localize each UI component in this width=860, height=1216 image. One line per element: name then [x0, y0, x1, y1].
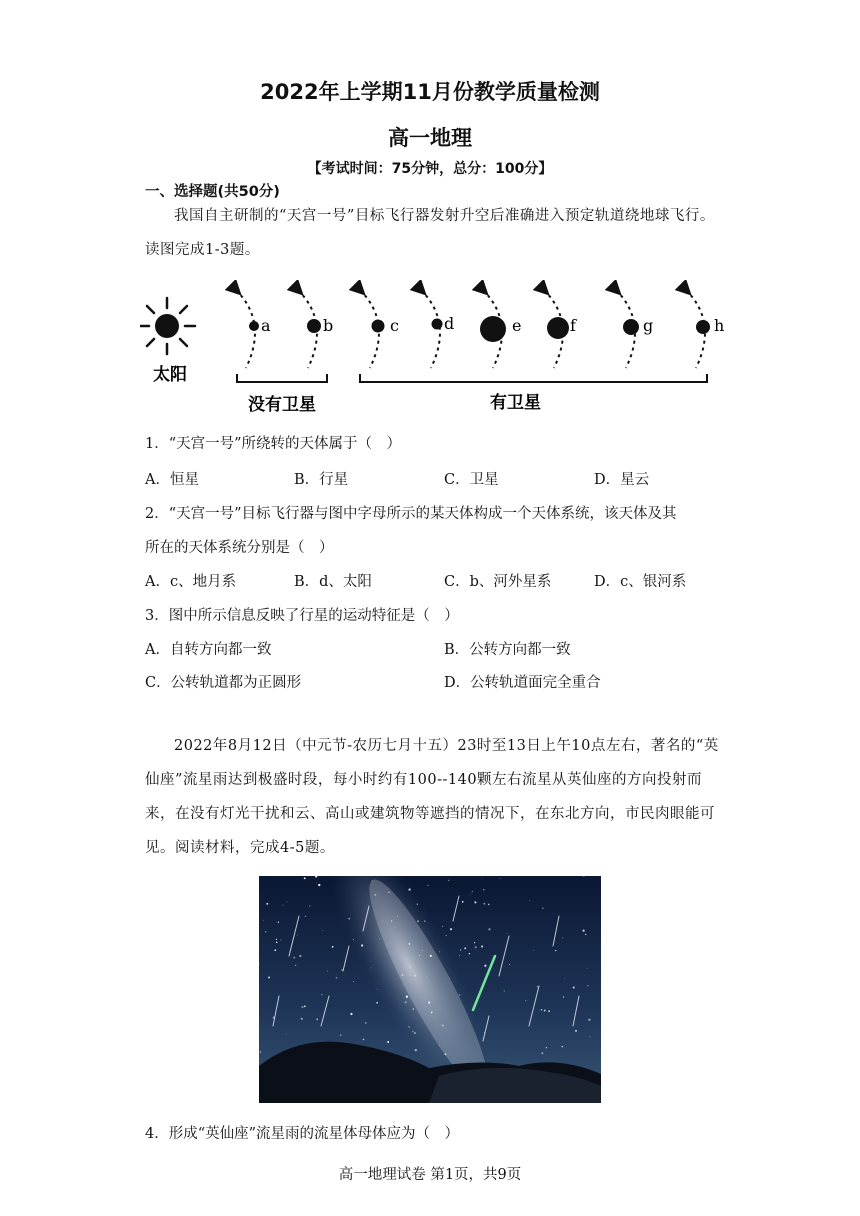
- planet-label-f: f: [570, 316, 576, 335]
- planet-a: [249, 321, 259, 331]
- q2-option-a[interactable]: A．c、地月系: [145, 574, 237, 590]
- star: [588, 1019, 590, 1021]
- star: [409, 943, 411, 945]
- star: [481, 946, 483, 948]
- star: [363, 1039, 365, 1041]
- star: [283, 905, 284, 906]
- star: [268, 977, 270, 979]
- star: [431, 1012, 433, 1014]
- star: [304, 1005, 306, 1007]
- star: [575, 1030, 577, 1032]
- star: [301, 1018, 303, 1020]
- q1-option-c[interactable]: C．卫星: [444, 472, 499, 488]
- question-2-stem-line2: 所在的天体系统分别是（ ）: [145, 540, 334, 556]
- star: [482, 877, 483, 878]
- star: [391, 920, 392, 921]
- star: [573, 986, 575, 988]
- question-3-stem: 3．图中所示信息反映了行星的运动特征是（ ）: [145, 608, 459, 624]
- star: [341, 969, 343, 971]
- star: [353, 939, 354, 940]
- star: [259, 1051, 261, 1053]
- star: [590, 1036, 591, 1037]
- star: [340, 1034, 341, 1035]
- q1-option-d[interactable]: D．星云: [594, 472, 650, 488]
- section-heading: 一、选择题(共50分): [145, 184, 280, 200]
- star: [379, 939, 380, 940]
- planet-h: [696, 320, 710, 334]
- planet-label-h: h: [714, 316, 725, 335]
- star: [348, 918, 350, 920]
- star: [382, 921, 383, 922]
- question-2-stem-line1: 2．“天宫一号”目标飞行器与图中字母所示的某天体构成一个天体系统，该天体及其: [145, 506, 677, 522]
- star: [406, 996, 408, 998]
- star: [562, 937, 563, 938]
- q3-option-c[interactable]: C．公转轨道都为正圆形: [145, 675, 302, 691]
- star: [507, 933, 508, 934]
- q3-option-d[interactable]: D．公转轨道面完全重合: [444, 675, 601, 691]
- star: [405, 1001, 407, 1003]
- meteor-shower-photo: [259, 876, 601, 1103]
- star: [562, 1046, 563, 1047]
- star: [410, 975, 411, 976]
- star: [285, 1034, 286, 1035]
- star: [541, 1052, 543, 1054]
- q3-option-b[interactable]: B．公转方向都一致: [444, 642, 571, 658]
- star: [353, 981, 354, 982]
- star: [424, 920, 425, 921]
- star: [474, 901, 476, 903]
- star: [474, 942, 475, 943]
- star: [484, 965, 486, 967]
- star: [446, 935, 447, 936]
- question-4-stem: 4．形成“英仙座”流星雨的流星体母体应为（ ）: [145, 1126, 460, 1142]
- star: [475, 946, 477, 948]
- star: [544, 1010, 546, 1012]
- star: [410, 967, 411, 968]
- star: [533, 950, 534, 951]
- star: [265, 931, 267, 933]
- star: [387, 1041, 389, 1043]
- star: [327, 970, 328, 971]
- star: [263, 920, 264, 921]
- sun-label: 太阳: [153, 365, 187, 385]
- star: [467, 945, 468, 946]
- star: [422, 950, 423, 951]
- exam-info: 【考试时间：75分钟，总分：100分】: [307, 161, 553, 177]
- star: [509, 964, 510, 965]
- star: [274, 949, 276, 951]
- star: [318, 884, 320, 886]
- star: [304, 877, 306, 879]
- planet-c: [372, 320, 385, 333]
- star: [542, 907, 543, 908]
- star: [483, 889, 485, 891]
- star: [555, 950, 556, 951]
- planet-g: [623, 319, 639, 335]
- star: [583, 930, 585, 932]
- star: [415, 1049, 417, 1051]
- star: [350, 1013, 352, 1015]
- planet-f: [547, 317, 569, 339]
- star: [374, 894, 376, 896]
- star: [388, 892, 390, 894]
- star: [397, 916, 398, 917]
- meteor-shower-passage: 2022年8月12日（中元节-农历七月十五）23时至13日上午10点左右，著名的“英仙座”流星雨达到极盛时段，每小时约有100--140颗左右流星从英仙座的方向投射而来，在没有灯光干扰和云、高山或建筑物等遮挡的情况下，在东北方向，市民肉眼能可见。阅读材料，完成4-5题。: [145, 738, 719, 856]
- star: [361, 944, 363, 946]
- star: [426, 977, 427, 978]
- star: [428, 1001, 430, 1003]
- star: [414, 974, 416, 976]
- star: [459, 994, 460, 995]
- subject-title: 高一地理: [388, 126, 472, 150]
- star: [442, 926, 443, 927]
- star: [299, 955, 301, 957]
- star: [459, 955, 460, 956]
- star: [546, 1047, 547, 1048]
- star: [395, 927, 396, 928]
- star: [276, 942, 277, 943]
- solar-system-diagram: [140, 280, 740, 420]
- star: [316, 1018, 318, 1020]
- star: [471, 894, 472, 895]
- page-footer: 高一地理试卷 第1页，共9页: [338, 1167, 522, 1183]
- star: [564, 978, 565, 979]
- planet-label-d: d: [444, 314, 455, 333]
- star: [301, 1006, 303, 1008]
- star: [414, 1032, 416, 1034]
- star: [278, 921, 280, 923]
- star: [321, 994, 322, 995]
- star: [462, 901, 464, 903]
- star: [450, 928, 452, 930]
- exam-title: 2022年上学期11月份教学质量检测: [260, 80, 600, 104]
- star: [316, 882, 317, 883]
- star: [297, 935, 298, 936]
- label-no-satellite: 没有卫星: [248, 395, 316, 415]
- star: [469, 953, 470, 954]
- star: [408, 1026, 409, 1027]
- star: [286, 901, 287, 902]
- star: [537, 986, 539, 988]
- star: [529, 900, 530, 901]
- star: [372, 881, 373, 882]
- q3-option-a[interactable]: A．自转方向都一致: [145, 642, 272, 658]
- planet-label-e: e: [512, 316, 522, 335]
- q2-option-b[interactable]: B．d、太阳: [294, 574, 372, 590]
- star: [445, 1053, 447, 1055]
- star: [548, 1010, 550, 1012]
- planet-d: [432, 319, 443, 330]
- star: [472, 891, 473, 892]
- intro-paragraph: 我国自主研制的“天宫一号”目标飞行器发射升空后准确进入预定轨道绕地球飞行。读图完成1-3题。: [145, 208, 715, 258]
- planet-label-c: c: [390, 316, 399, 335]
- star: [449, 978, 450, 979]
- star: [585, 934, 586, 935]
- q1-option-a[interactable]: A．恒星: [145, 472, 199, 488]
- star: [587, 968, 588, 969]
- star: [483, 903, 485, 905]
- star: [448, 880, 449, 881]
- star: [563, 996, 564, 997]
- star: [322, 930, 323, 931]
- star: [439, 1045, 440, 1046]
- star: [488, 904, 490, 906]
- star: [525, 1000, 526, 1001]
- star: [430, 955, 432, 957]
- star: [427, 885, 428, 886]
- star: [371, 968, 372, 969]
- star: [332, 946, 334, 948]
- planet-label-a: a: [261, 316, 271, 335]
- star: [402, 974, 404, 976]
- star: [587, 985, 588, 986]
- star: [266, 903, 268, 905]
- planet-e: [480, 316, 506, 342]
- star: [442, 1024, 444, 1026]
- star: [464, 947, 466, 949]
- star: [305, 916, 306, 917]
- star: [413, 1008, 414, 1009]
- star: [499, 878, 500, 879]
- star: [488, 928, 490, 930]
- planet-b: [307, 319, 321, 333]
- question-1-stem: 1．“天宫一号”所绕转的天体属于（ ）: [145, 436, 402, 452]
- q1-option-b[interactable]: B．行星: [294, 472, 349, 488]
- star: [309, 906, 310, 907]
- star: [293, 957, 295, 959]
- star: [408, 888, 410, 890]
- star: [295, 965, 296, 966]
- planet-label-b: b: [323, 316, 334, 335]
- star: [280, 939, 281, 940]
- q2-option-d[interactable]: D．c、银河系: [594, 574, 687, 590]
- star: [377, 989, 378, 990]
- sun-icon: [140, 298, 195, 354]
- star: [504, 991, 505, 992]
- star: [336, 977, 338, 979]
- star: [376, 1002, 378, 1004]
- star: [365, 1022, 366, 1023]
- star: [412, 1031, 413, 1032]
- star: [419, 955, 420, 956]
- star: [439, 951, 440, 952]
- star: [276, 939, 277, 940]
- star: [460, 949, 461, 950]
- star: [541, 1009, 543, 1011]
- star: [417, 903, 418, 904]
- star: [417, 920, 419, 922]
- q2-option-c[interactable]: C．b、河外星系: [444, 574, 552, 590]
- planet-label-g: g: [643, 316, 654, 335]
- label-with-satellite: 有卫星: [490, 393, 541, 413]
